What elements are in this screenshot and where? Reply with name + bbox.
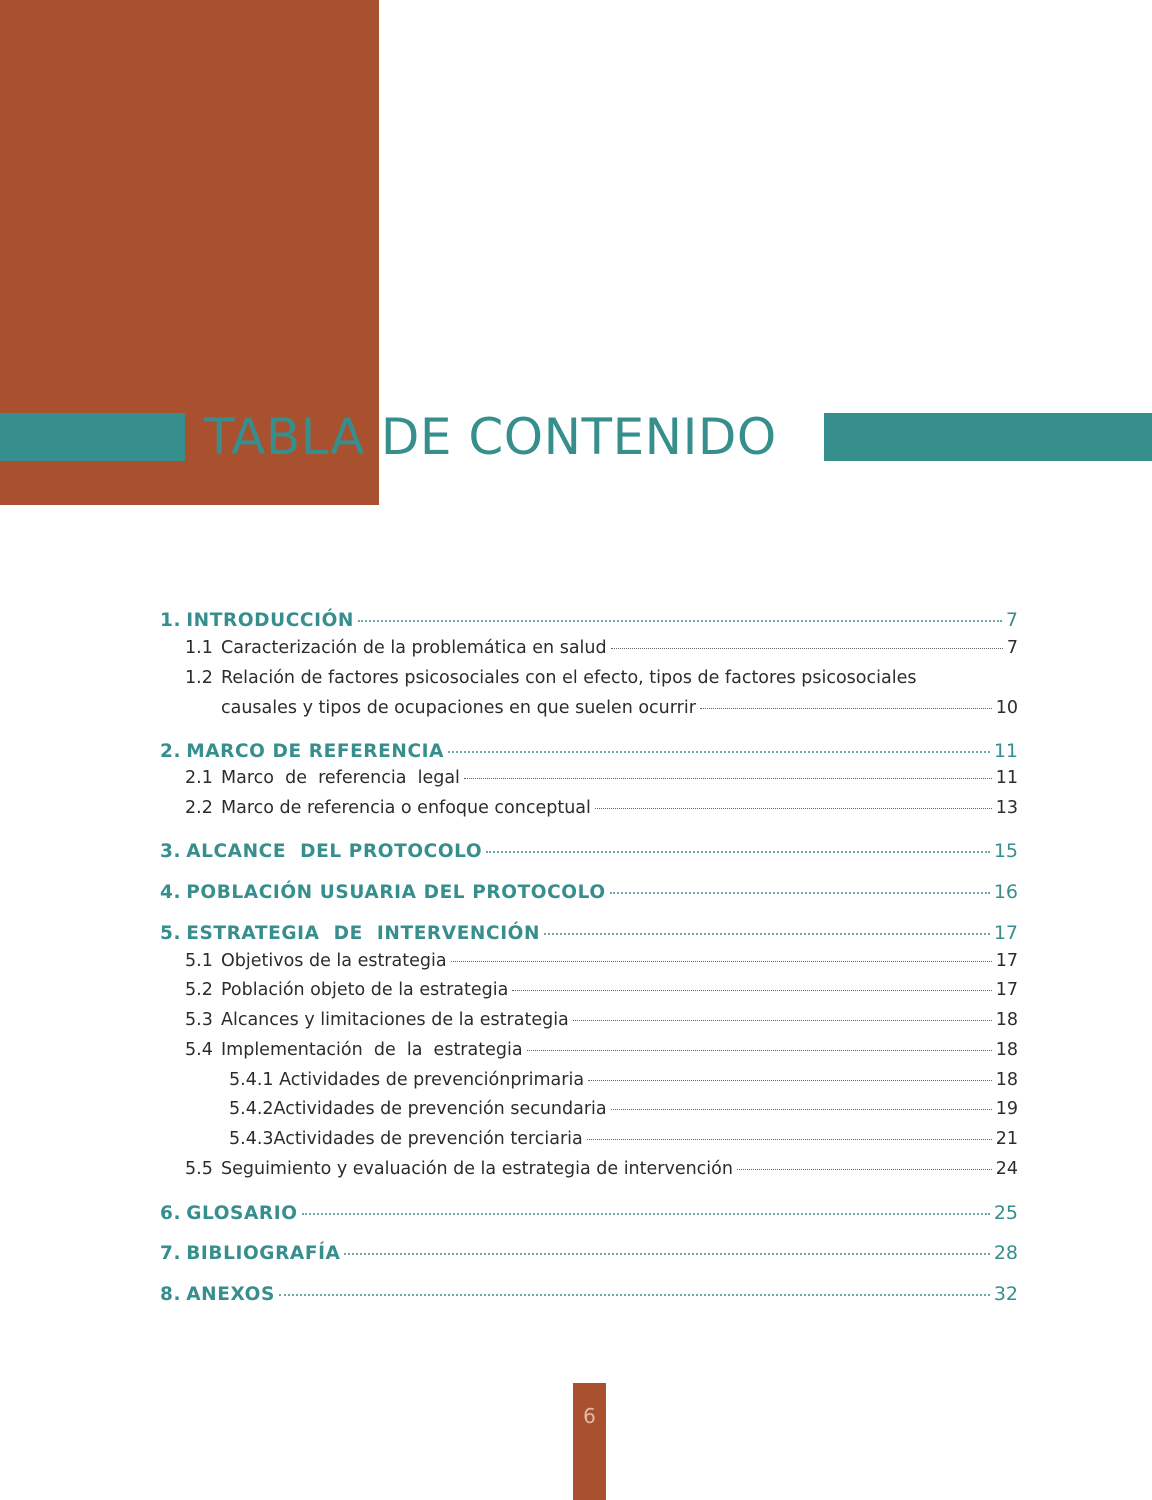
- toc-entry-number: 8.: [160, 1284, 182, 1305]
- toc-entry-number: 3.: [160, 841, 182, 862]
- page-number: 6: [583, 1404, 596, 1428]
- dot-leader: [611, 647, 1003, 649]
- toc-entry-number: 6.: [160, 1203, 182, 1224]
- toc-entry-estrategia[interactable]: [160, 922, 1018, 948]
- toc-entry-label: ALCANCE DEL PROTOCOLO: [186, 841, 483, 862]
- toc-entry-number: 5.4.1: [229, 1070, 274, 1090]
- toc-entry-page: 17: [995, 980, 1018, 1000]
- dot-leader: [451, 960, 992, 962]
- page-title-word2: DE CONTENIDO: [380, 408, 777, 466]
- toc-entry-label: Actividades de prevención terciaria: [273, 1129, 583, 1149]
- toc-entry-page: 13: [995, 798, 1018, 818]
- dot-leader: [573, 1019, 992, 1021]
- toc-entry-relacion-line1[interactable]: [160, 668, 1018, 694]
- toc-entry-prevencion-primaria[interactable]: [160, 1070, 1018, 1096]
- toc-entry-label: Objetivos de la estrategia: [221, 951, 447, 971]
- dot-leader: [610, 891, 990, 894]
- dot-leader: [527, 1049, 992, 1051]
- toc-entry-number: 1.1: [185, 638, 213, 658]
- toc-entry-page: 11: [995, 768, 1018, 788]
- dot-leader: [486, 850, 990, 853]
- toc-entry-label: MARCO DE REFERENCIA: [186, 741, 445, 762]
- toc-entry-label: BIBLIOGRAFÍA: [186, 1243, 341, 1264]
- dot-leader: [344, 1252, 989, 1255]
- toc-entry-label: Marco de referencia o enfoque conceptual: [221, 798, 591, 818]
- toc-entry-number: 5.2: [185, 980, 213, 1000]
- dot-leader: [302, 1212, 990, 1215]
- toc-entry-marco-legal[interactable]: [160, 768, 1018, 794]
- dot-leader: [737, 1168, 992, 1170]
- toc-entry-number: 1.: [160, 610, 182, 631]
- dot-leader: [700, 707, 992, 709]
- toc-entry-label: Implementación de la estrategia: [221, 1040, 523, 1060]
- toc-entry-prevencion-terciaria[interactable]: [160, 1129, 1018, 1155]
- dot-leader: [595, 807, 992, 809]
- dot-leader: [588, 1079, 992, 1081]
- toc-entry-page: 15: [993, 840, 1018, 862]
- toc-entry-label: Seguimiento y evaluación de la estrategia de intervención: [221, 1159, 733, 1179]
- toc-entry-page: 18: [995, 1040, 1018, 1060]
- toc-entry-introduccion[interactable]: [160, 609, 1018, 635]
- toc-entry-caracterizacion[interactable]: [160, 638, 1018, 664]
- toc-entry-anexos[interactable]: [160, 1283, 1018, 1309]
- toc-entry-label: Actividades de prevenciónprimaria: [273, 1070, 585, 1090]
- toc-entry-number: 2.: [160, 741, 182, 762]
- toc-entry-label: Actividades de prevención secundaria: [273, 1099, 607, 1119]
- toc-entry-number: 5.4: [185, 1040, 213, 1060]
- dot-leader: [448, 750, 990, 753]
- toc-entry-number: 5.4.3: [229, 1129, 274, 1149]
- toc-entry-objetivos[interactable]: [160, 951, 1018, 977]
- toc-entry-alcance[interactable]: [160, 840, 1018, 866]
- toc-entry-page: 21: [995, 1129, 1018, 1149]
- toc-entry-seguimiento[interactable]: [160, 1159, 1018, 1185]
- toc-entry-glosario[interactable]: [160, 1202, 1018, 1228]
- dot-leader: [611, 1108, 992, 1110]
- toc-entry-number: 4.: [160, 882, 182, 903]
- toc-entry-label: Marco de referencia legal: [221, 768, 460, 788]
- toc-entry-poblacion-usuaria[interactable]: [160, 881, 1018, 907]
- toc-entry-relacion-line2[interactable]: [160, 698, 1018, 724]
- toc-entry-label: ANEXOS: [186, 1284, 275, 1305]
- page-title-word1: TABLA: [204, 408, 365, 466]
- toc-entry-page: 18: [995, 1070, 1018, 1090]
- toc-entry-label: GLOSARIO: [186, 1203, 298, 1224]
- toc-entry-number: 5.: [160, 923, 182, 944]
- toc-entry-marco-referencia[interactable]: [160, 740, 1018, 766]
- toc-entry-bibliografia[interactable]: [160, 1242, 1018, 1268]
- dot-leader: [512, 989, 991, 991]
- toc-entry-label: Caracterización de la problemática en salud: [221, 638, 607, 658]
- toc-entry-marco-conceptual[interactable]: [160, 798, 1018, 824]
- toc-entry-number: 2.2: [185, 798, 213, 818]
- toc-entry-page: 11: [993, 740, 1018, 762]
- toc-entry-page: 28: [993, 1242, 1018, 1264]
- toc-entry-number: 1.2: [185, 668, 213, 688]
- toc-entry-label: ESTRATEGIA DE INTERVENCIÓN: [186, 923, 541, 944]
- toc-entry-label: Relación de factores psicosociales con el efecto, tipos de factores psicosociales: [221, 668, 917, 688]
- toc-entry-page: 19: [995, 1099, 1018, 1119]
- toc-entry-prevencion-secundaria[interactable]: [160, 1099, 1018, 1125]
- toc-entry-page: 10: [995, 698, 1018, 718]
- dot-leader: [464, 777, 992, 779]
- toc-entry-page: 17: [993, 922, 1018, 944]
- toc-entry-implementacion[interactable]: [160, 1040, 1018, 1066]
- toc-entry-page: 16: [993, 881, 1018, 903]
- toc-entry-page: 24: [995, 1159, 1018, 1179]
- toc-entry-page: 7: [1006, 638, 1018, 658]
- toc-entry-number: 5.3: [185, 1010, 213, 1030]
- toc-entry-page: 17: [995, 951, 1018, 971]
- toc-entry-label: Población objeto de la estrategia: [221, 980, 509, 1000]
- toc-entry-label: INTRODUCCIÓN: [186, 610, 354, 631]
- page-number-tab: [573, 1383, 606, 1500]
- dot-leader: [544, 932, 990, 935]
- toc-entry-number: 2.1: [185, 768, 213, 788]
- toc-entry-alcances-limitaciones[interactable]: [160, 1010, 1018, 1036]
- toc-entry-number: 7.: [160, 1243, 182, 1264]
- dot-leader: [587, 1138, 992, 1140]
- toc-entry-number: 5.1: [185, 951, 213, 971]
- toc-entry-label: Alcances y limitaciones de la estrategia: [221, 1010, 569, 1030]
- toc-entry-number: 5.5: [185, 1159, 213, 1179]
- dot-leader: [358, 619, 1002, 622]
- toc-entry-poblacion-objeto[interactable]: [160, 980, 1018, 1006]
- toc-entry-page: 32: [993, 1283, 1018, 1305]
- toc-entry-page: 18: [995, 1010, 1018, 1030]
- toc-entry-number: 5.4.2: [229, 1099, 274, 1119]
- dot-leader: [279, 1293, 990, 1296]
- toc-entry-page: 25: [993, 1202, 1018, 1224]
- toc-entry-label: causales y tipos de ocupaciones en que suelen ocurrir: [221, 698, 696, 718]
- toc-entry-page: 7: [1005, 609, 1018, 631]
- toc-entry-label: POBLACIÓN USUARIA DEL PROTOCOLO: [186, 882, 606, 903]
